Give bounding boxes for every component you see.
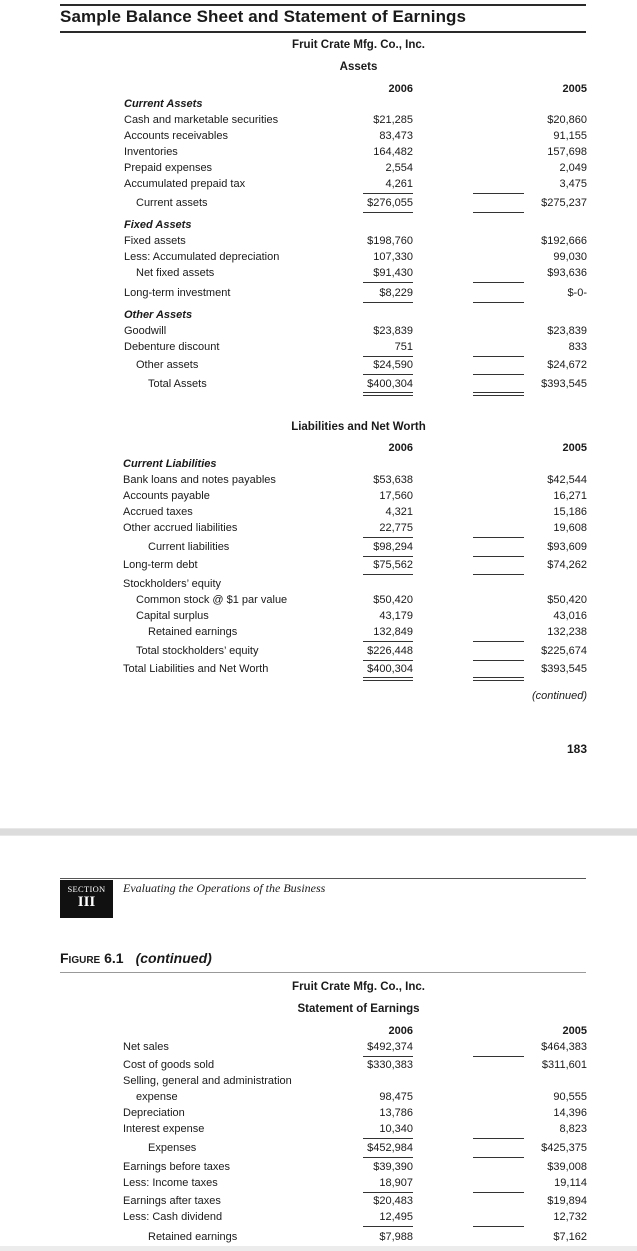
sum-rule — [363, 1157, 413, 1158]
table-row: Cash and marketable securities $21,285 $20,860 — [124, 114, 587, 126]
table-row: Accounts payable 17,560 16,271 — [123, 490, 587, 502]
table-row: Less: Income taxes 18,907 19,114 — [123, 1177, 587, 1189]
sum-rule — [473, 1157, 524, 1158]
year-2006-header: 2006 — [388, 83, 413, 95]
sum-rule — [473, 282, 524, 283]
table-row: Prepaid expenses 2,554 2,049 — [124, 162, 587, 174]
table-row: Debenture discount 751 833 — [124, 341, 587, 353]
sum-rule — [363, 302, 413, 303]
table-row: Accrued taxes 4,321 15,186 — [123, 506, 587, 518]
table-row: Inventories 164,482 157,698 — [124, 146, 587, 158]
table-row: Cost of goods sold $330,383 $311,601 — [123, 1059, 587, 1071]
page-bottom-edge — [0, 1246, 637, 1251]
table-row: Selling, general and administration — [123, 1075, 292, 1087]
table-row: Long-term investment $8,229 $-0- — [124, 287, 587, 299]
sum-rule — [363, 374, 413, 375]
section-label: SECTION — [67, 884, 106, 894]
sum-rule — [363, 193, 413, 194]
sum-rule — [473, 212, 524, 213]
continued-note: (continued) — [531, 690, 587, 702]
table-row: Goodwill $23,839 $23,839 — [124, 325, 587, 337]
subtotal-row: Net fixed assets $91,430 $93,636 — [136, 267, 587, 279]
double-rule — [473, 392, 524, 396]
sum-rule — [473, 193, 524, 194]
title-rule — [60, 31, 586, 33]
year-2005-header: 2005 — [562, 1025, 587, 1037]
subtotal-row: Total stockholders’ equity $226,448 $225,674 — [136, 645, 587, 657]
sum-rule — [363, 1138, 413, 1139]
sum-rule — [363, 212, 413, 213]
sum-rule — [363, 574, 413, 575]
table-row: Retained earnings 132,849 132,238 — [148, 626, 587, 638]
liabilities-heading: Liabilities and Net Worth — [291, 421, 426, 433]
table-row: Net sales $492,374 $464,383 — [123, 1041, 587, 1053]
page-number: 183 — [566, 742, 587, 756]
header-rule — [60, 878, 586, 879]
table-row: Common stock @ $1 par value $50,420 $50,420 — [136, 594, 587, 606]
sum-rule — [473, 1226, 524, 1227]
sum-rule — [473, 574, 524, 575]
section-heading: Current Liabilities — [123, 458, 217, 470]
company-name: Fruit Crate Mfg. Co., Inc. — [292, 39, 425, 51]
double-rule — [363, 392, 413, 396]
document-title: Sample Balance Sheet and Statement of Earnings — [60, 7, 467, 26]
sum-rule — [473, 641, 524, 642]
sum-rule — [363, 1226, 413, 1227]
page-184 — [0, 836, 637, 1251]
double-rule — [363, 677, 413, 681]
table-row: Less: Cash dividend 12,495 12,732 — [123, 1211, 587, 1223]
total-row: Retained earnings $7,988 $7,162 — [148, 1231, 587, 1243]
statement-heading: Statement of Earnings — [297, 1003, 420, 1015]
subtotal-row: Other assets $24,590 $24,672 — [136, 359, 587, 371]
year-2006-header: 2006 — [388, 442, 413, 454]
section-badge — [60, 880, 113, 918]
sum-rule — [363, 282, 413, 283]
total-row: Total Liabilities and Net Worth $400,304 $393,545 — [123, 663, 587, 675]
sum-rule — [473, 302, 524, 303]
figure-continued: (continued) — [135, 950, 212, 966]
top-rule — [60, 4, 586, 6]
figure-number: Figure 6.1 — [60, 950, 124, 966]
figure-rule — [60, 972, 586, 973]
section-heading: Current Assets — [124, 98, 203, 110]
table-row: Accounts receivables 83,473 91,155 — [124, 130, 587, 142]
sum-rule — [473, 1138, 524, 1139]
table-row: Bank loans and notes payables $53,638 $42,544 — [123, 474, 587, 486]
table-row: Interest expense 10,340 8,823 — [123, 1123, 587, 1135]
sum-rule — [363, 537, 413, 538]
sum-rule — [473, 537, 524, 538]
table-row: Long-term debt $75,562 $74,262 — [123, 559, 587, 571]
page-separator — [0, 828, 637, 836]
figure-label — [60, 950, 212, 966]
section-title: Evaluating the Operations of the Business — [123, 881, 326, 895]
double-rule — [473, 677, 524, 681]
table-row: Capital surplus 43,179 43,016 — [136, 610, 587, 622]
table-row: Other accrued liabilities 22,775 19,608 — [123, 522, 587, 534]
section-heading: Other Assets — [124, 309, 193, 321]
company-name: Fruit Crate Mfg. Co., Inc. — [292, 981, 425, 993]
table-row: Accumulated prepaid tax 4,261 3,475 — [124, 178, 587, 190]
table-row: Earnings before taxes $39,390 $39,008 — [123, 1161, 587, 1173]
year-2006-header: 2006 — [388, 1025, 413, 1037]
section-heading: Fixed Assets — [124, 219, 192, 231]
section-number: III — [77, 894, 96, 910]
subtotal-row: Current assets $276,055 $275,237 — [136, 197, 587, 209]
subtotal-row: Current liabilities $98,294 $93,609 — [148, 541, 587, 553]
sum-rule — [363, 641, 413, 642]
table-row: Less: Accumulated depreciation 107,330 99,030 — [124, 251, 587, 263]
section-heading: Stockholders’ equity — [123, 578, 222, 590]
table-row: Fixed assets $198,760 $192,666 — [124, 235, 587, 247]
year-2005-header: 2005 — [562, 442, 587, 454]
table-row: Depreciation 13,786 14,396 — [123, 1107, 587, 1119]
table-row: expense 98,475 90,555 — [136, 1091, 587, 1103]
year-2005-header: 2005 — [562, 83, 587, 95]
sum-rule — [473, 374, 524, 375]
total-row: Total Assets $400,304 $393,545 — [148, 378, 587, 390]
table-row: Earnings after taxes $20,483 $19,894 — [123, 1195, 587, 1207]
assets-heading: Assets — [339, 61, 378, 73]
subtotal-row: Expenses $452,984 $425,375 — [148, 1142, 587, 1154]
